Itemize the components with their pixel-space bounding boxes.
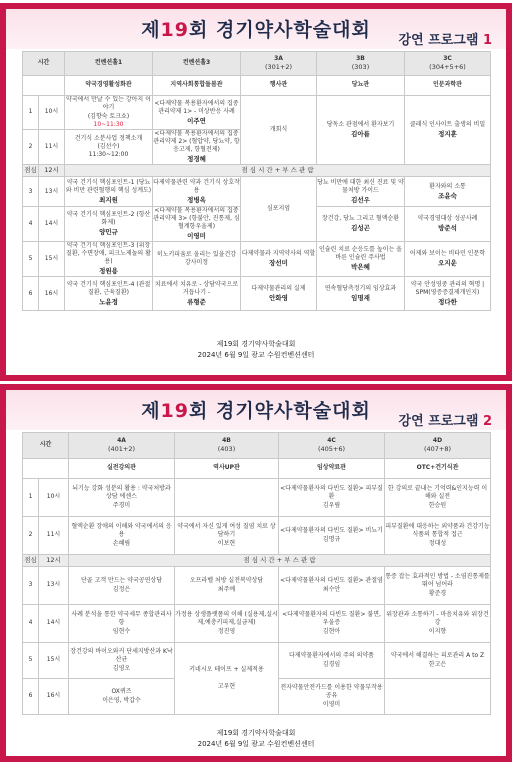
lecture-cell: OX퀴즈 이은영, 박갑수 [69, 679, 175, 715]
room-header: 4B (403) [175, 433, 279, 459]
schedule-table [22, 51, 491, 311]
session-row [23, 517, 491, 555]
session-time: 14시 [39, 207, 65, 242]
session-time: 10시 [39, 479, 69, 517]
lecture-cell: 단골 고객 만드는 약국공연상담 김정은 [69, 567, 175, 605]
room-header: 컨벤션홀1 [65, 52, 153, 76]
lecture-cell: 약국 건기식 핵심포인트-3 (위장질환, 수면장애, 피크노제놀의 활용) 정원용 [66, 242, 151, 276]
lecture-cell: 당독소 관점에서 환자보기 김아름 [317, 96, 405, 165]
lecture-cell: 치료에서 치유로 - 상담약국으로 거듭나기 - 류형준 [153, 277, 241, 311]
lecture-cell [385, 679, 491, 715]
lecture-cell: <다제약물 복용환자에서의 집중관리약제 1> - 미상반응 사례 이주연 [153, 96, 241, 130]
lecture-cell: 뇌기능 강화 성분의 활용 : 약국처방과 상담 에센스 주경미 [69, 479, 175, 517]
program-subtitle: 강연 프로그램 2 [398, 414, 492, 429]
lecture-cell: 약국에서 만날 수 있는 강아지 이야기 (김향숙 토크쇼) 10~11:30 [66, 96, 151, 128]
hall-row [23, 459, 491, 479]
poster-footer: 제19회 경기약사학술대회 2024년 6월 9일 광교 수원컨벤션센터 [197, 340, 315, 359]
lecture-cell: 약국 건기식 핵심포인트-1 (당뇨와 비만 관련혈행의 핵심 성계도) 최지원 [65, 177, 153, 207]
session-number: 4 [23, 605, 39, 643]
hall-row [23, 76, 491, 96]
lecture-cell: 약국에서 해결하는 피로관리 A to Z 한고은 [385, 643, 491, 679]
lecture-cell: 약국에서 자신 있게 여성 질염 치료 상담하기 이보현 [175, 517, 279, 555]
room-header: 3A (301+2) [241, 52, 317, 76]
session-time: 15시 [39, 643, 69, 679]
lecture-cell: 다제약물환자에서의 주의 의약품 김경임 [279, 643, 385, 679]
session-row [23, 605, 491, 643]
session-time: 13시 [39, 177, 65, 207]
lecture-cell: 건기식 소분사업 정책소개 (김선수) 11:30~12:00 [65, 130, 153, 165]
room-header: 4D (407+8) [385, 433, 491, 459]
lecture-cell: 혈액순환 장애의 이해와 약국에서의 응용 손혜림 [69, 517, 175, 555]
hall-name: 임상약료관 [279, 459, 385, 479]
lecture-cell: 개회식 [241, 96, 317, 165]
lecture-cell [175, 479, 279, 517]
session-number: 4 [23, 207, 39, 242]
time-header: 시간 [23, 433, 69, 459]
lecture-cell: 약국 건기식 핵심포인트-4 (관절질환, 근육질환) 노윤정 [65, 277, 153, 311]
hall-name: 약국경영활성화관 [65, 76, 153, 96]
session-row [23, 177, 491, 207]
poster-footer: 제19회 경기약사학술대회 2024년 6월 9일 광교 수원컨벤션센터 [197, 729, 315, 748]
hall-name: 인문과학관 [405, 76, 491, 96]
session-time: 15시 [39, 242, 65, 277]
lecture-cell: 클래식 인사이트 출생의 비밀 정지훈 [405, 96, 491, 165]
lecture-cell: 연속혈당측정기의 임상효과 임명재 [317, 277, 405, 311]
lecture-cell: 당뇨 비만에 대한 최신 진료 및 약물처방 가이드 김선우 [317, 177, 405, 207]
lecture-cell: <다제약물환자의 다빈도 질환> 피부질환 김우림 [279, 479, 385, 517]
session-number: 6 [23, 277, 39, 311]
event-title: 제19회 경기약사학술대회 [141, 19, 371, 41]
lecture-cell: 히노키피움로 올리는 있을건강 강사미정 [153, 242, 241, 277]
session-number: 1 [23, 96, 39, 130]
program-subtitle: 강연 프로그램 1 [398, 33, 492, 48]
schedule-table [22, 432, 491, 715]
program-poster-1 [0, 3, 512, 381]
header-row [23, 52, 491, 76]
session-number: 3 [23, 177, 39, 207]
session-time: 14시 [39, 605, 69, 643]
lecture-cell: 가정용 상생플랫폼의 이해 (실용제,실시제,예충키피제,실금제) 정진영 [175, 605, 279, 643]
session-time: 11시 [39, 517, 69, 555]
lecture-cell: 약국경영대상 성공사례 방준석 [405, 207, 491, 242]
lecture-cell: 장건강의 바이오와커 단세지방산과 K낙산균 김영오 [69, 643, 175, 679]
session-number: 5 [23, 242, 39, 277]
lecture-cell: <다제약물환자의 다빈도 질환> 비뇨기 김명규 [279, 517, 385, 555]
lecture-cell: <다제약물환자의 다빈도 질환> 불면, 우울증 김현아 [279, 605, 385, 643]
session-number: 2 [23, 517, 39, 555]
lecture-cell: 한 강의로 끝내는 기억력&인지능력 이해와 실전 한승원 [385, 479, 491, 517]
lecture-cell: 피부질환에 대응하는 외약품과 건강기능식품의 통합적 접근 정대성 [385, 517, 491, 555]
lecture-cell: 다제약물관련 약과 건기식 상호작용 정병옥 [153, 177, 241, 207]
session-number: 5 [23, 643, 39, 679]
session-time: 16시 [39, 277, 65, 311]
session-time: 13시 [39, 567, 69, 605]
lunch-break: 점 심 시 간 + 부 스 관 람 [69, 555, 491, 567]
lecture-cell: 장건강, 당뇨 그리고 혈액순환 김성곤 [317, 207, 405, 242]
room-header: 3C (304+5+6) [405, 52, 491, 76]
room-header: 4C (405+6) [279, 433, 385, 459]
poster-header [6, 9, 506, 55]
lunch-break: 점 심 시 간 + 부 스 관 람 [65, 165, 491, 177]
lecture-cell: 다제약물관리의 실제 안화영 [241, 277, 317, 311]
session-row [23, 643, 491, 679]
room-header: 컨벤션홀3 [153, 52, 241, 76]
lecture-cell: 키네시오 테이프 + 실제적용 고우현 [175, 643, 279, 715]
lecture-cell: 환자와의 소통 조윤숙 [405, 177, 491, 207]
hall-name: 행사관 [241, 76, 317, 96]
lecture-cell: 인슐린 치료 순응도를 높이는 올바른 인슐린 주사법 박은혜 [317, 242, 405, 277]
session-time: 10시 [39, 96, 65, 130]
time-header: 시간 [23, 52, 65, 76]
room-header: 3B (303) [317, 52, 405, 76]
session-row [23, 242, 491, 277]
session-row [23, 567, 491, 605]
lecture-cell: 다제약물과 지역약사의 역할 장선미 [241, 242, 317, 277]
session-number: 3 [23, 567, 39, 605]
lecture-cell: 오프라벨 처방 실전복약상담 최주예 [175, 567, 279, 605]
hall-name: 역사UP관 [175, 459, 279, 479]
event-title: 제19회 경기약사학술대회 [141, 400, 371, 422]
hall-name: 지역사회통합돌봄관 [153, 76, 241, 96]
lecture-cell: 약국 건기식 핵심포인트-2 (항산화제) 양민규 [65, 207, 153, 242]
lecture-cell: 위장관과 소통하기 - 마음치유와 위장건강 이지향 [385, 605, 491, 643]
poster-header [6, 390, 506, 436]
lecture-cell: 통증 잡는 효과적인 방법 - 소염진통제를 뛰어 넘어라 황준경 [385, 567, 491, 605]
session-time: 11시 [39, 130, 65, 165]
lecture-cell: 전자약물안전카드를 이용한 약물부작용 공유 이영미 [279, 679, 385, 715]
lunch-row: 점심 12시 점 심 시 간 + 부 스 관 람 [23, 165, 491, 177]
hall-name: OTC+건기식관 [385, 459, 491, 479]
hall-name: 실전강의관 [69, 459, 175, 479]
program-poster-2 [0, 384, 512, 762]
session-row [23, 96, 491, 130]
lunch-row: 점심 12시 점 심 시 간 + 부 스 관 람 [23, 555, 491, 567]
lecture-cell: 심포지엄 [241, 177, 317, 242]
session-number: 2 [23, 130, 39, 165]
session-time: 16시 [39, 679, 69, 715]
hall-name: 당뇨관 [317, 76, 405, 96]
lecture-cell: <다제약물 복용환자에서의 집중관리약제 3> (항불안, 진통제, 심혈계항우울제) 이영미 [153, 207, 240, 241]
lecture-cell: <다제약물 복용환자에서의 집중관리약제 2> (혈압약, 당뇨약, 항응고제, 항혈전제) 정경혜 [153, 130, 240, 164]
session-row [23, 479, 491, 517]
room-header: 4A (401+2) [69, 433, 175, 459]
session-number: 6 [23, 679, 39, 715]
lecture-cell: 사례 분석을 통한 약국세무 종합관리사항 임현수 [69, 605, 175, 643]
session-number: 1 [23, 479, 39, 517]
lecture-cell: <다제약물환자의 다빈도 질환> 관절염 최수안 [279, 567, 385, 605]
session-row [23, 277, 491, 311]
header-row [23, 433, 491, 459]
lecture-cell: 어제와 보이는 비타민 인문학 오지운 [405, 242, 491, 277]
lecture-cell: 약국 안성영중 관리의 혁명 | SPM(영증증결제개인지) 정다한 [405, 277, 491, 311]
